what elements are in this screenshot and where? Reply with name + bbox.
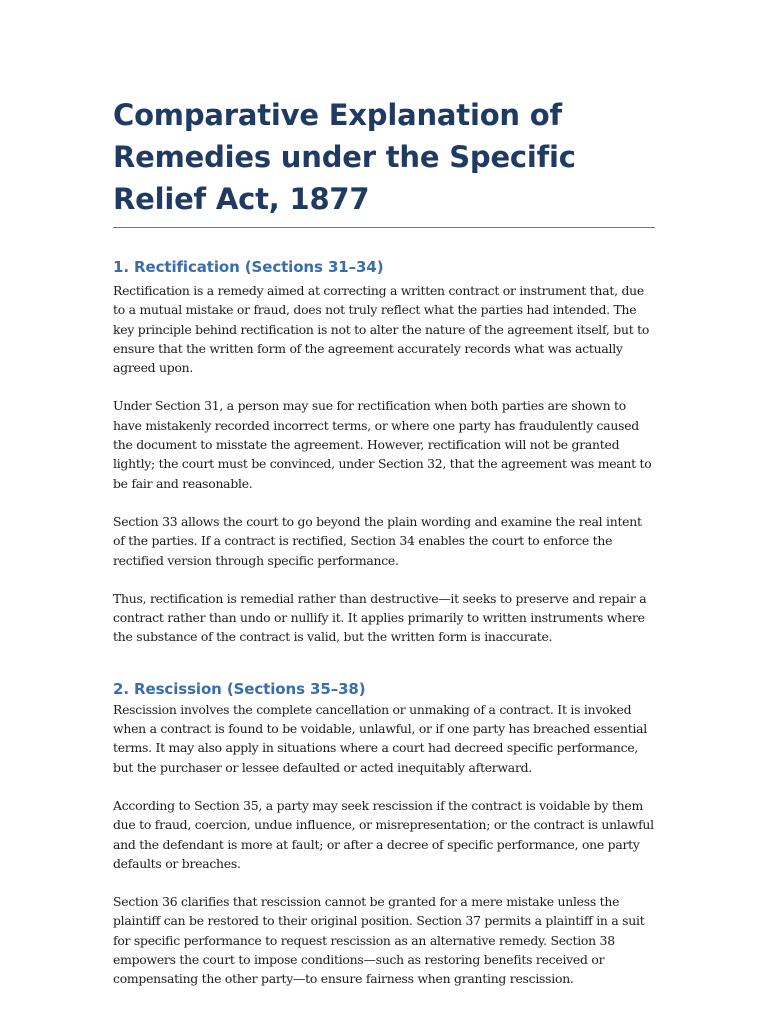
paragraph: Section 33 allows the court to go beyond the plain wording and examine the real intent of the parties. If a contract is rectified, Section 34 enables the court to enforce the rectified version through specific performance. — [113, 513, 642, 568]
paragraph: According to Section 35, a party may seek rescission if the contract is voidable by them due to fraud, coercion, undue influence, or misrepresentation; or the contract is unlawful and the defendant is more at fault; or after a decree of specific performance, one party defaults or breaches. — [113, 797, 654, 871]
document-page — [113, 94, 655, 989]
section-heading-rescission: 2. Rescission (Sections 35–38) — [113, 679, 366, 698]
paragraph: Under Section 31, a person may sue for rectification when both parties are shown to have mistakenly recorded incorrect terms, or where one party has fraudulently caused the document to misstate the agreement. However, rectification will not be granted lightly; the court must be convinced, under Section 32, that the agreement was meant to be fair and reasonable. — [113, 398, 652, 491]
paragraph: Thus, rectification is remedial rather than destructive—it seeks to preserve and repair a contract rather than undo or nullify it. It applies primarily to written instruments where the substance of the contract is valid, but the written form is inaccurate. — [113, 590, 647, 645]
section-heading-rectification: 1. Rectification (Sections 31–34) — [113, 258, 384, 276]
paragraph: Rescission involves the complete cancellation or unmaking of a contract. It is invoked when a contract is found to be voidable, unlawful, or if one party has breached essential terms. It may also apply in situations where a court had decreed specific performance, but the purchaser or lessee defaulted or acted inequitably afterward. — [113, 701, 648, 775]
paragraph: Section 36 clarifies that rescission cannot be granted for a mere mistake unless the plaintiff can be restored to their original position. Section 37 permits a plaintiff in a suit for specific performance to request rescission as an alternative remedy. Section 38 empowers the court to impose conditions—such as restoring benefits received or compensating the other party—to ensure fairness when granting rescission. — [113, 894, 645, 987]
section-body-rescission — [113, 700, 655, 989]
paragraph: Rectification is a remedy aimed at correcting a written contract or instrument that, due to a mutual mistake or fraud, does not truly reflect what the parties had intended. The key principle behind rectification is not to alter the nature of the agreement itself, but to ensure that the written form of the agreement accurately records what was actually agreed upon. — [113, 283, 650, 376]
section-body-rectification — [113, 281, 655, 647]
document-title: Comparative Explanation of Remedies under the Specific Relief Act, 1877 — [113, 94, 655, 228]
